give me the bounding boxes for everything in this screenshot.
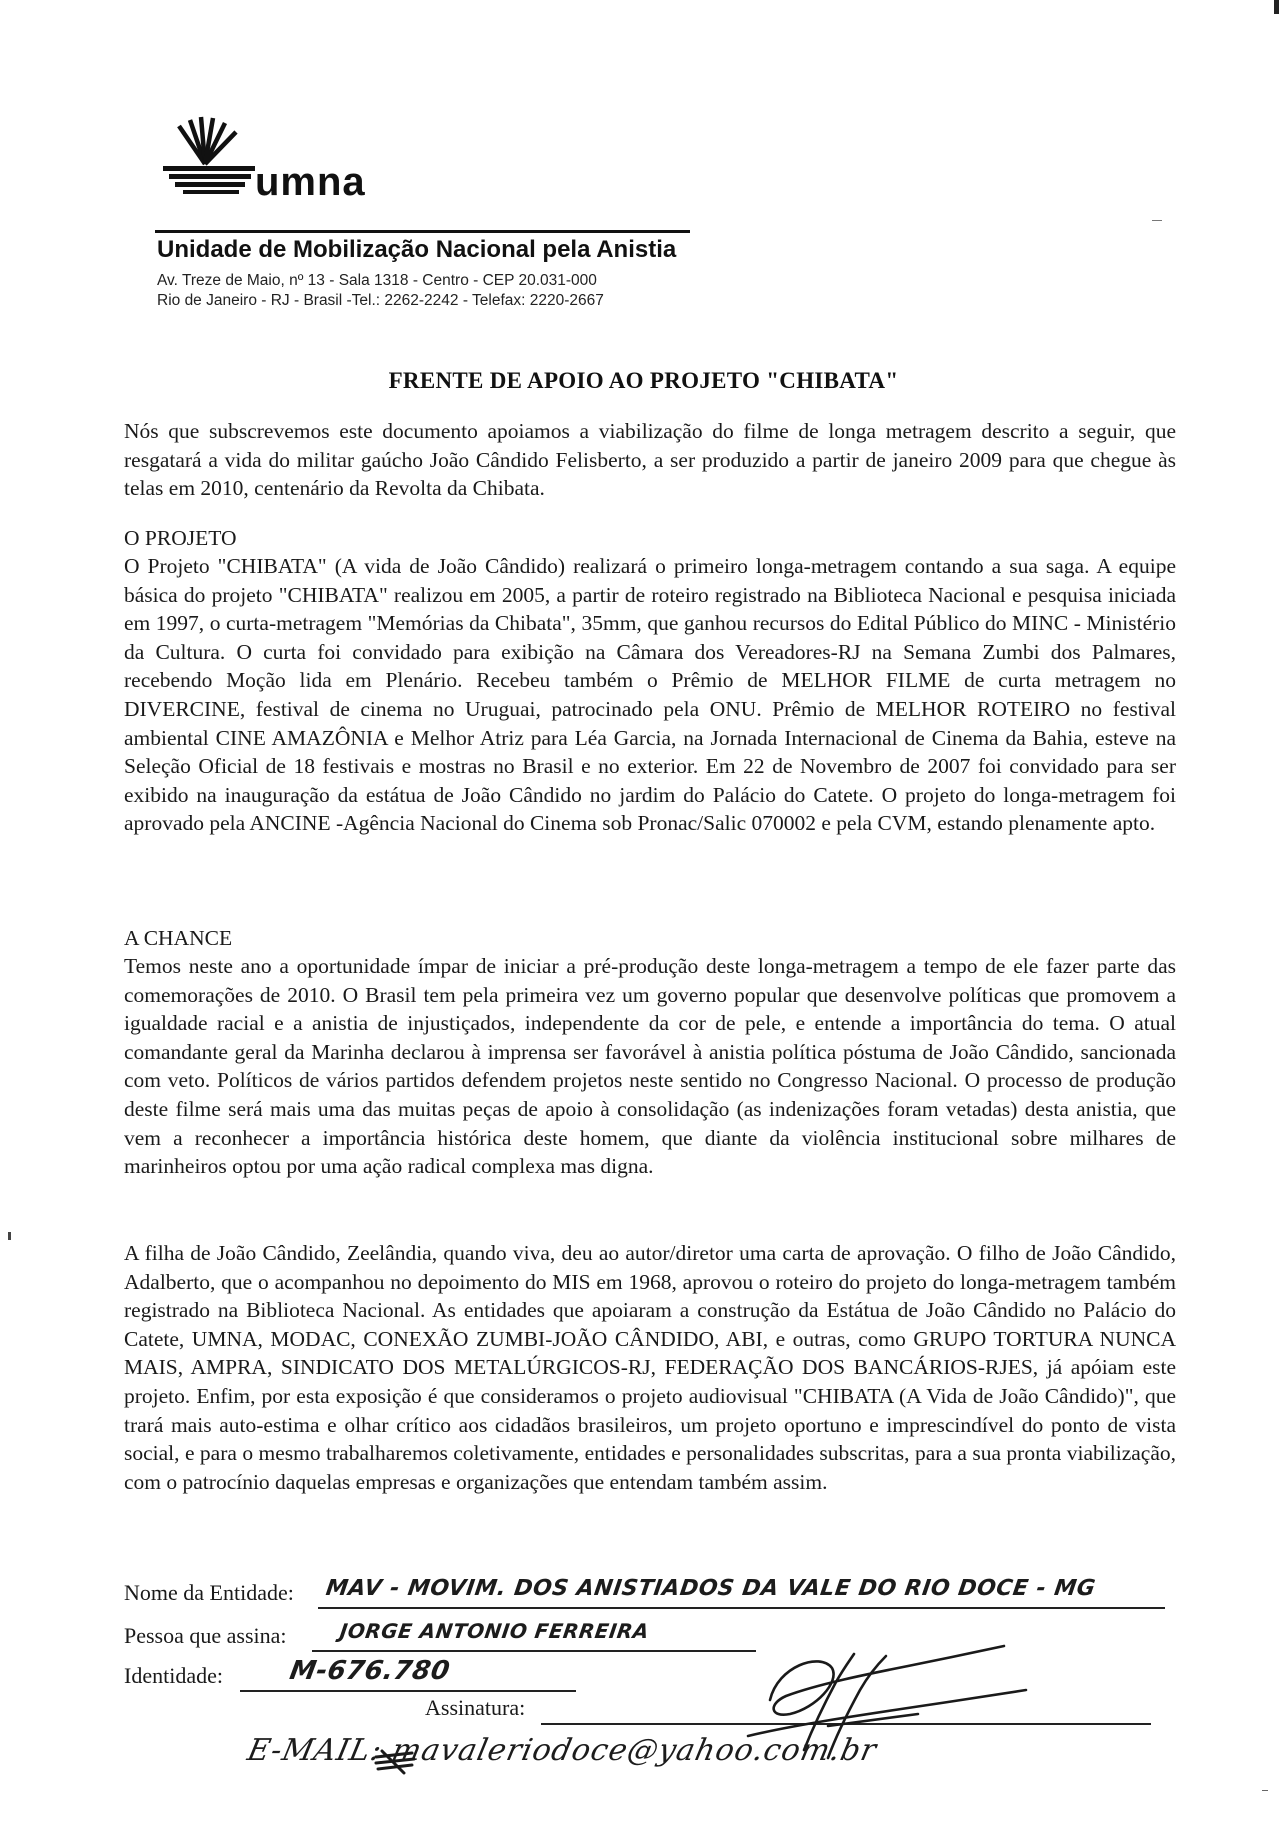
pessoa-field[interactable] [312, 1650, 756, 1652]
pessoa-label: Pessoa que assina: [124, 1623, 287, 1648]
organization-name: Unidade de Mobilização Nacional pela Anistia [157, 236, 677, 263]
email-handwritten-value: E-MAIL: mavaleriodoce@yahoo.com.br [244, 1733, 881, 1768]
scan-mark [1274, 0, 1279, 14]
entidade-label: Nome da Entidade: [124, 1580, 294, 1605]
margin-tick [1262, 1790, 1268, 1791]
document-title: FRENTE DE APOIO AO PROJETO "CHIBATA" [388, 368, 899, 393]
intro-paragraph: Nós que subscrevemos este documento apoiamos a viabilização do filme de longa metragem descrito a seguir, que resgatará a vida do militar gaúcho João Cândido Felisberto, a ser produzido a partir de janeiro 2009 para que chegue às telas em 2010, centenário da Revolta da Chibata. [124, 419, 1176, 501]
identidade-handwritten-value: M-676.780 [287, 1656, 453, 1686]
assinatura-label: Assinatura: [425, 1695, 526, 1720]
logo-wordmark: umna [255, 160, 366, 204]
chance-paragraph: Temos neste ano a oportunidade ímpar de iniciar a pré-produção deste longa-metragem a tempo de ele fazer parte das comemorações de 2010. O Brasil tem pela primeira vez um governo popular que desenvolve políticas que promovem a igualdade racial e a anistia de injustiçados, independente da cor de pele, e entende a importância do tema. O atual comandante geral da Marinha declarou à imprensa ser favorável à anistia política póstuma de João Cândido, sancionada com veto. Políticos de vários partidos defendem projetos neste sentido no Congresso Nacional. O processo de produção deste filme será mais uma das muitas peças de apoio à consolidação (as indenizações foram vetadas) desta anistia, que vem a reconhecer a importância histórica deste homem, que diante da violência institucional sobre milhares de marinheiros optou por uma ação radical complexa mas digna. [124, 954, 1176, 1179]
projeto-paragraph: O Projeto "CHIBATA" (A vida de João Cândido) realizará o primeiro longa-metragem contando a sua saga. A equipe básica do projeto "CHIBATA" realizou em 2005, a partir de roteiro registrado na Biblioteca Nacional e pesquisa iniciada em 1997, o curta-metragem "Memórias da Chibata", 35mm, que ganhou recursos do Edital Público do MINC - Ministério da Cultura. O curta foi convidado para exibição na Câmara dos Vereadores-RJ na Semana Zumbi dos Palmares, recebendo Moção lida em Plenário. Recebeu também o Prêmio de MELHOR FILME de curta metragem no DIVERCINE, festival de cinema no Uruguai, patrocinado pela ONU. Prêmio de MELHOR ROTEIRO no festival ambiental CINE AMAZÔNIA e Melhor Atriz para Léa Garcia, na Jornada Internacional de Cinema da Bahia, esteve na Seleção Oficial de 18 festivais e mostras no Brasil e no exterior. Em 22 de Novembro de 2007 foi convidado para ser exibido na inauguração da estátua de João Cândido no jardim do Palácio do Catete. O projeto do longa-metragem foi aprovado pela ANCINE -Agência Nacional do Cinema sob Pronac/Salic 070002 e pela CVM, estando plenamente apto. [124, 554, 1176, 836]
margin-mark [8, 1232, 11, 1240]
pessoa-handwritten-value: JORGE ANTONIO FERREIRA [338, 1619, 651, 1643]
address-line-2: Rio de Janeiro - RJ - Brasil -Tel.: 2262-2242 - Telefax: 2220-2667 [157, 292, 604, 309]
closing-paragraph: A filha de João Cândido, Zeelândia, quando viva, deu ao autor/diretor uma carta de aprovação. O filho de João Cândido, Adalberto, que o acompanhou no depoimento do MIS em 1968, aprovou o roteiro do projeto do longa-metragem também registrado na Biblioteca Nacional. As entidades que apoiaram a construção da Estátua de João Cândido no Palácio do Catete, UMNA, MODAC, CONEXÃO ZUMBI-JOÃO CÂNDIDO, ABI, e outras, como GRUPO TORTURA NUNCA MAIS, AMPRA, SINDICATO DOS METALÚRGICOS-RJ, FEDERAÇÃO DOS BANCÁRIOS-RJES, já apóiam este projeto. Enfim, por esta exposição é que consideramos o projeto audiovisual "CHIBATA (A Vida de João Cândido)", que trará mais auto-estima e olhar crítico aos cidadãos brasileiros, um projeto oportuno e imprescindível do ponto de vista social, e para o mesmo trabalharemos coletivamente, entidades e personalidades subscritas, para a sua pronta viabilização, com o patrocínio daquelas empresas e organizações que entendam também assim. [124, 1241, 1176, 1494]
entidade-field[interactable] [318, 1607, 1165, 1609]
letterhead-rule [155, 230, 690, 233]
identidade-label: Identidade: [124, 1663, 223, 1688]
identidade-field[interactable] [240, 1690, 576, 1692]
section-heading-projeto: O PROJETO [124, 526, 237, 550]
entidade-handwritten-value: MAV - MOVIM. DOS ANISTIADOS DA VALE DO RIO DOCE - MG [324, 1576, 1098, 1601]
section-heading-chance: A CHANCE [124, 926, 233, 950]
logo [155, 112, 695, 202]
sunburst-logo-icon [155, 112, 255, 202]
address-line-1: Av. Treze de Maio, nº 13 - Sala 1318 - Centro - CEP 20.031-000 [157, 272, 597, 289]
letterhead [155, 112, 695, 309]
crossed-out-scribble [372, 1745, 418, 1775]
scan-dash [1152, 220, 1162, 221]
